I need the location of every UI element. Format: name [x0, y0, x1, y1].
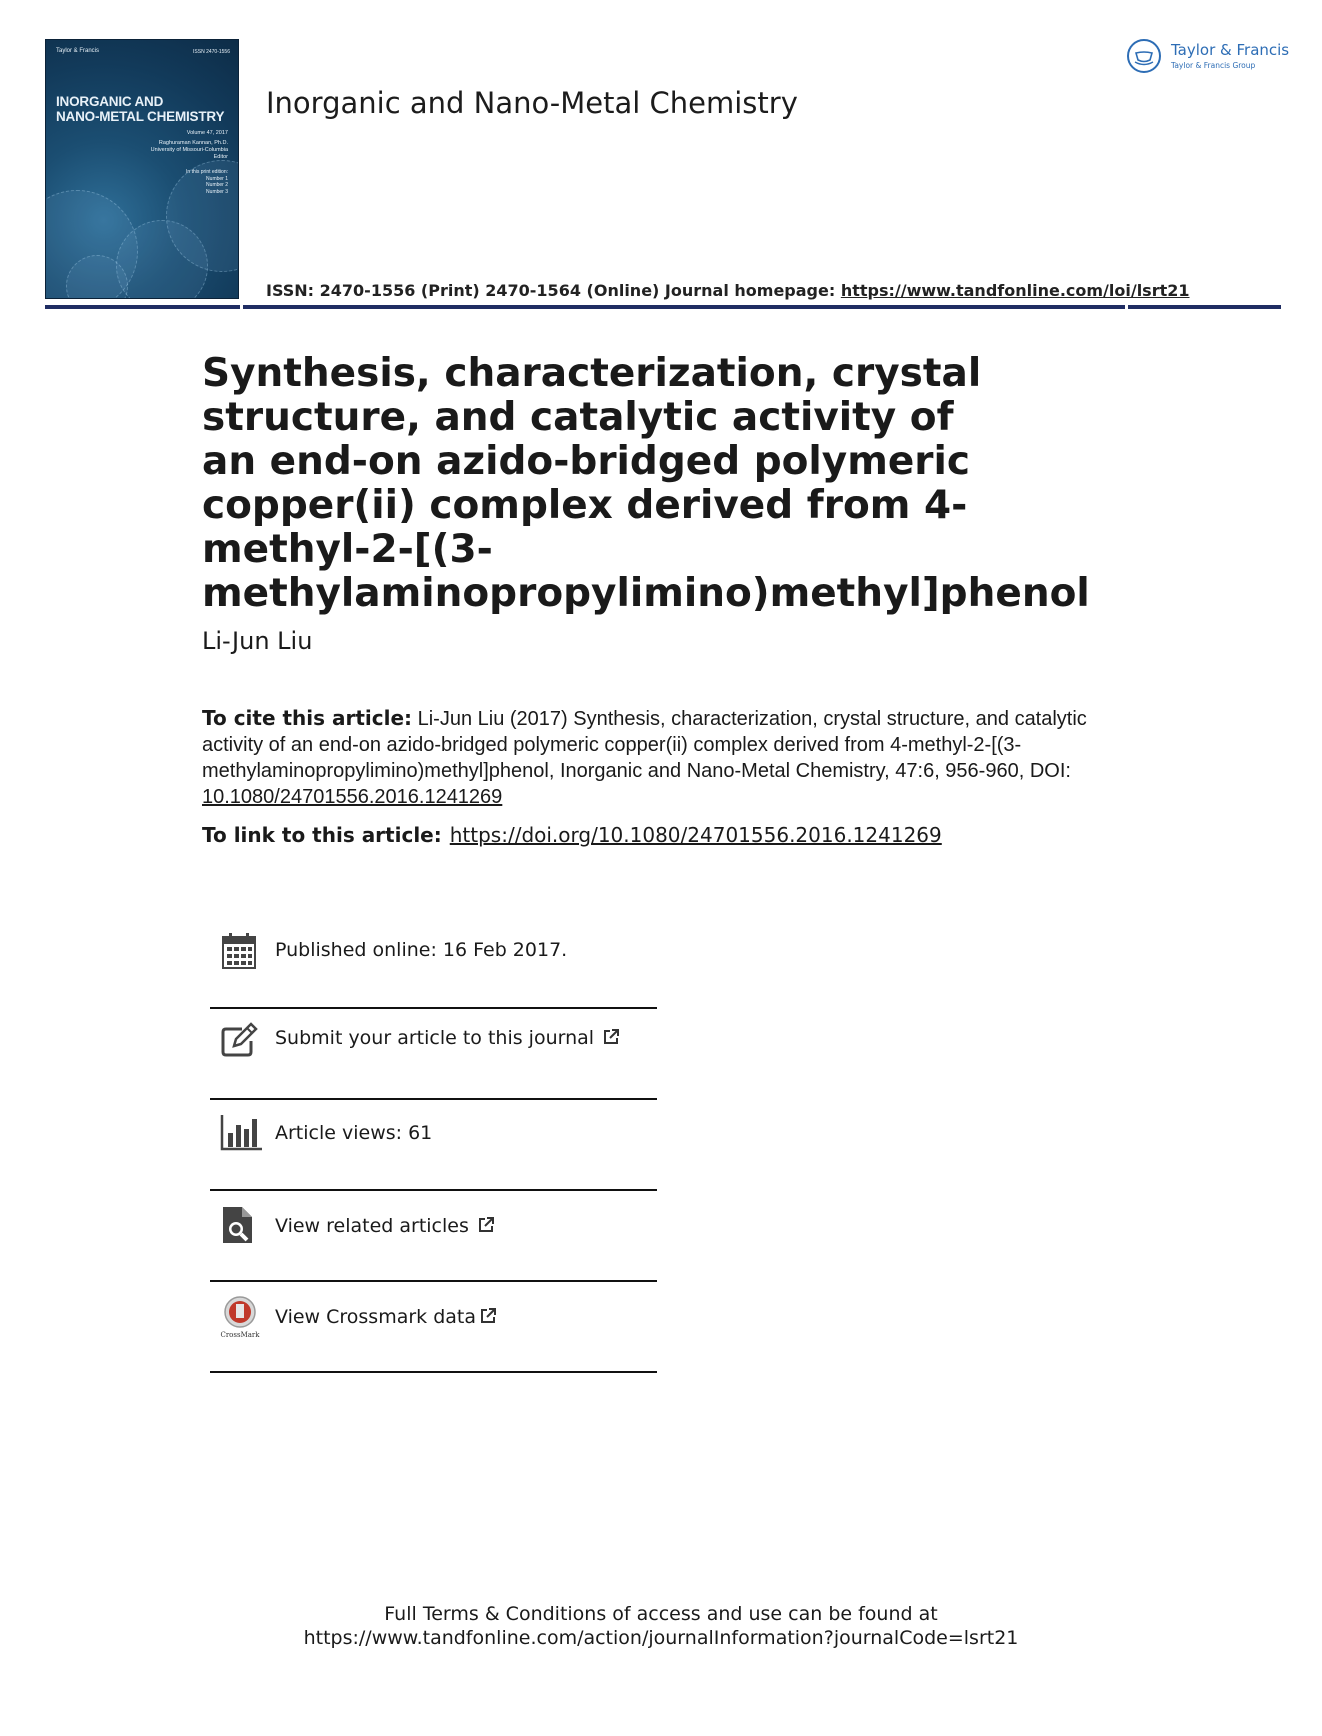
article-title: Synthesis, characterization, crystal structure, and catalytic activity of an end-on azido-bridged polymeric copper(ii) complex derived from 4-methyl-2-[(3-methylaminopropylimino)methyl]phenol — [202, 351, 1090, 616]
cover-edition — [56, 169, 228, 195]
taylor-francis-group: Taylor & Francis Group — [1171, 61, 1256, 70]
cite-doi-link[interactable]: 10.1080/24701556.2016.1241269 — [202, 786, 503, 808]
cover-title-line2: NANO-METAL CHEMISTRY — [56, 109, 225, 124]
article-doi-link[interactable]: https://doi.org/10.1080/24701556.2016.1241269 — [449, 823, 942, 847]
published-online-text: Published online: 16 Feb 2017. — [275, 939, 568, 961]
taylor-francis-logo[interactable] — [1127, 39, 1290, 79]
edit-icon — [220, 1021, 258, 1061]
cite-label: To cite this article: — [202, 706, 413, 730]
cover-editor-role: Editor — [213, 154, 228, 160]
crossmark-text: View Crossmark data — [275, 1306, 477, 1328]
journal-homepage-link[interactable]: https://www.tandfonline.com/loi/lsrt21 — [840, 281, 1190, 300]
article-link-line — [202, 823, 942, 847]
cover-volume: Volume 47, 2017 — [186, 130, 228, 136]
crossmark-row[interactable] — [210, 1282, 657, 1373]
cover-issn: ISSN 2470-1556 — [193, 49, 230, 55]
external-link-icon — [479, 1307, 497, 1325]
cover-title — [56, 94, 228, 124]
cover-editor-affil: University of Missouri-Columbia — [150, 147, 228, 153]
article-views-text: Article views: 61 — [275, 1122, 433, 1144]
issn-line — [266, 281, 1190, 300]
cover-title-line1: INORGANIC AND — [56, 94, 164, 109]
footer-terms-link[interactable]: https://www.tandfonline.com/action/journalInformation?journalCode=lsrt21 — [303, 1627, 1019, 1649]
journal-name: Inorganic and Nano-Metal Chemistry — [266, 86, 798, 120]
related-articles-row[interactable] — [210, 1191, 657, 1282]
published-online-row — [210, 917, 657, 1009]
submit-article-row[interactable] — [210, 1009, 657, 1100]
article-author: Li-Jun Liu — [202, 627, 313, 655]
cover-editor — [56, 140, 228, 161]
footer — [0, 1602, 1322, 1650]
cover-edition-heading: In this print edition: — [186, 169, 228, 175]
cover-editor-name: Raghuraman Kannan, Ph.D. — [158, 140, 228, 146]
cite-text: Li-Jun Liu (2017) Synthesis, characterization, crystal structure, and catalytic activity of an end-on azido-bridged polymeric copper(ii) complex derived from 4-methyl-2-[(3-methylaminopropylimino)methyl]phenol, Inorganic and Nano-Metal Chemistry, 47:6, 956-960, DOI: — [202, 708, 1087, 782]
external-link-icon — [477, 1216, 495, 1234]
submit-article-link[interactable] — [275, 1027, 620, 1049]
article-views-row — [210, 1100, 657, 1191]
submit-article-text: Submit your article to this journal — [275, 1027, 595, 1049]
taylor-francis-logo-icon — [1127, 39, 1161, 73]
journal-cover-image — [45, 39, 239, 299]
related-articles-text: View related articles — [275, 1215, 469, 1237]
document-search-icon — [220, 1205, 258, 1245]
crossmark-icon — [220, 1296, 262, 1340]
external-link-icon — [602, 1028, 620, 1046]
issn-text: ISSN: 2470-1556 (Print) 2470-1564 (Online) Journal homepage: — [266, 281, 841, 300]
cover-edition-2: Number 2 — [206, 182, 228, 188]
related-articles-link[interactable] — [275, 1215, 495, 1237]
cover-publisher: Taylor & Francis — [56, 48, 100, 54]
cover-edition-1: Number 1 — [206, 175, 228, 182]
footer-line1: Full Terms & Conditions of access and use can be found at — [384, 1603, 938, 1625]
crossmark-badge-text: CrossMark — [220, 1331, 260, 1339]
calendar-icon — [220, 931, 258, 971]
taylor-francis-name: Taylor & Francis — [1171, 41, 1290, 59]
link-label: To link to this article: — [202, 823, 442, 847]
info-list — [210, 917, 657, 1373]
crossmark-link[interactable] — [275, 1306, 497, 1328]
cover-edition-3: Number 3 — [206, 188, 228, 195]
citation-block — [202, 706, 1132, 810]
header-rule — [45, 305, 1281, 309]
bar-chart-icon — [220, 1113, 264, 1153]
